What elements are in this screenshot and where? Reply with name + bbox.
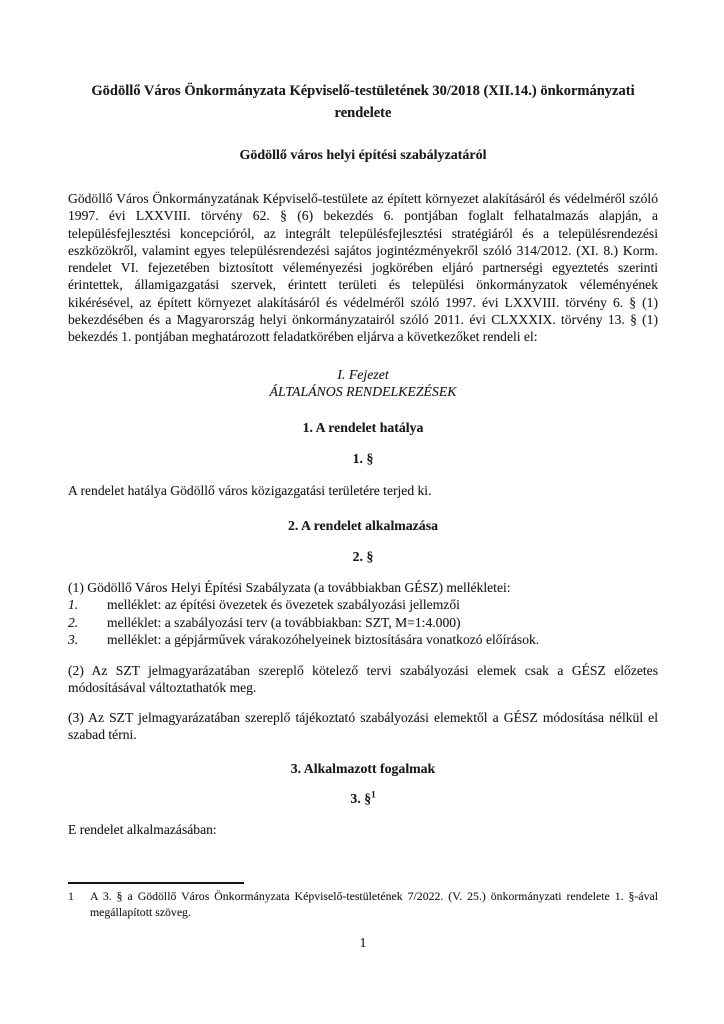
- preamble-paragraph: Gödöllő Város Önkormányzatának Képviselő-testülete az épített környezet alakításáról és védelméről szóló 1997. évi LXXVIII. törvény 62. § (6) bekezdés 6. pontjában foglalt felhatalmazás alapján, a településfejlesztési koncepcióról, az integrált településfejlesztési stratégiáról és a településrendezési eszközökről, valamint egyes településrendezési sajátos jogintézményekről szóló 314/2012. (XI. 8.) Korm. rendelet VI. fejezetében biztosított véleményezési jogkörében eljáró partnerségi egyeztetés szerinti érintettek, államigazgatási szervek, érintett területi és települési önkormányzatok véleményének kikérésével, az épített környezet alakításáról és védelméről szóló 1997. évi LXXVIII. törvény 6. § (1) bekezdésében és a Magyarország helyi önkormányzatairól szóló 2011. évi CLXXXIX. törvény 13. § (1) bekezdés 1. pontjában meghatározott feladatkörében eljárva a következőket rendeli el:: [68, 191, 658, 345]
- section-3-mark-text: 3. §: [350, 791, 372, 807]
- section-2-para-3: (3) Az SZT jelmagyarázatában szereplő tájékoztató szabályozási elemektől a GÉSZ módosítása nélkül el szabad térni.: [68, 709, 658, 743]
- chapter-block: [68, 366, 658, 401]
- section-2-mark: 2. §: [352, 548, 374, 564]
- section-2-para-2: (2) Az SZT jelmagyarázatában szereplő kötelező tervi szabályozási elemek csak a GÉSZ előzetes módosításával változtathatók meg.: [68, 663, 658, 696]
- annex-item-text: melléklet: a gépjárművek várakozóhelyeinek biztosítására vonatkozó előírások.: [107, 631, 540, 647]
- section-3-body: E rendelet alkalmazásában:: [68, 822, 217, 838]
- annex-item-number: 3.: [68, 631, 79, 647]
- annex-item-number: 1.: [68, 597, 79, 613]
- footnote-ref-superscript: 1: [371, 789, 376, 800]
- annex-item-text: melléklet: a szabályozási terv (a továbbiakban: SZT, M=1:4.000): [107, 614, 461, 630]
- section-1-mark: 1. §: [352, 450, 374, 466]
- footnote-text: A 3. § a Gödöllő Város Önkormányzata Képviselő-testületének 7/2022. (V. 25.) önkormányzati rendelete 1. §-ával megállapított szöveg.: [90, 889, 658, 919]
- section-3-heading: 3. Alkalmazott fogalmak: [290, 761, 436, 777]
- section-2-intro: (1) Gödöllő Város Helyi Építési Szabályzata (a továbbiakban GÉSZ) mellékletei:: [68, 579, 511, 595]
- document-subtitle: Gödöllő város helyi építési szabályzatáról: [239, 148, 487, 163]
- annex-item-text: melléklet: az építési övezetek és övezetek szabályozási jellemzői: [107, 597, 460, 613]
- annex-item: [68, 614, 658, 631]
- annex-item: [68, 631, 658, 648]
- footnote-block: [68, 882, 658, 920]
- page-number: 1: [359, 935, 367, 950]
- section-2-heading: 2. A rendelet alkalmazása: [288, 517, 438, 533]
- section-3-mark: [68, 791, 658, 807]
- chapter-label: I. Fejezet: [337, 366, 389, 382]
- footnote-number: 1: [68, 889, 74, 903]
- document-content: [68, 0, 658, 839]
- chapter-title: ÁLTALÁNOS RENDELKEZÉSEK: [269, 384, 457, 400]
- annex-item-number: 2.: [68, 614, 79, 630]
- footnote: [68, 889, 658, 920]
- section-1-heading: 1. A rendelet hatálya: [302, 419, 424, 435]
- footnote-rule: [68, 882, 244, 884]
- annex-list: [68, 596, 658, 648]
- document-title: Gödöllő Város Önkormányzata Képviselő-testületének 30/2018 (XII.14.) önkormányzati rendelete: [91, 83, 635, 121]
- annex-item: [68, 596, 658, 613]
- section-1-body: A rendelet hatálya Gödöllő város közigazgatási területére terjed ki.: [68, 482, 432, 498]
